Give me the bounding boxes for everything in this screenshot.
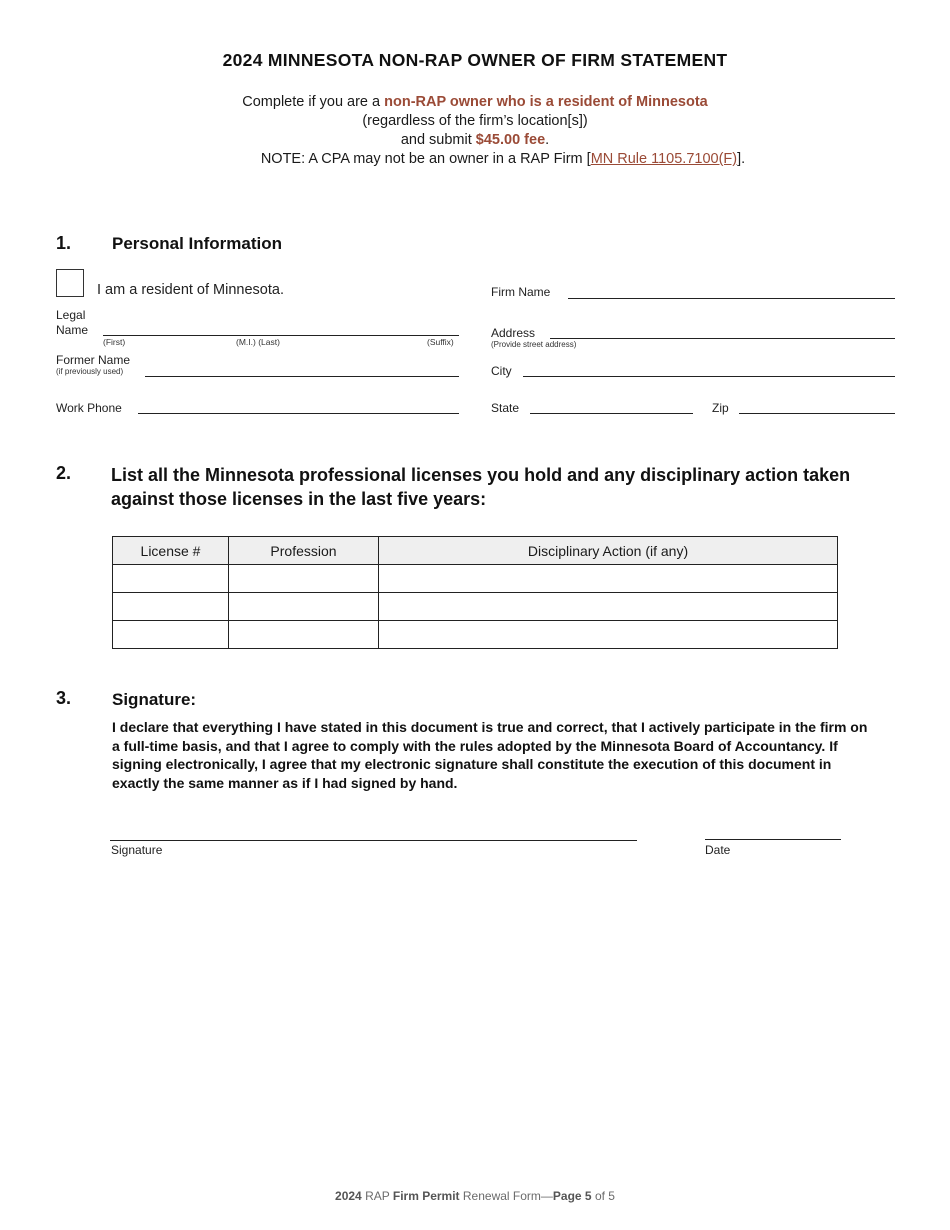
footer-page-total: of 5 <box>591 1189 615 1203</box>
firm-name-label: Firm Name <box>491 285 551 299</box>
zip-label: Zip <box>712 401 729 415</box>
signature-field[interactable] <box>110 840 637 841</box>
fee-suffix: . <box>545 132 550 148</box>
license-table <box>112 536 838 649</box>
fee-text: and submit <box>400 132 476 148</box>
firm-name-field[interactable] <box>568 298 895 299</box>
section-1-title: Personal Information <box>112 234 283 253</box>
address-sub: (Provide street address) <box>491 340 577 349</box>
intro-line-2: (regardless of the firm’s location[s]) <box>362 113 588 129</box>
table-row <box>113 621 838 649</box>
disciplinary-action-cell[interactable] <box>379 621 838 649</box>
intro-note <box>28 151 950 167</box>
city-label: City <box>491 364 512 378</box>
zip-field[interactable] <box>739 413 895 414</box>
footer-renewal: Renewal Form— <box>459 1189 553 1203</box>
date-label: Date <box>705 843 731 857</box>
table-row <box>113 593 838 621</box>
table-header-row <box>113 537 838 565</box>
city-field[interactable] <box>523 376 895 377</box>
col-license-number: License # <box>113 537 229 565</box>
intro-text: Complete if you are a <box>242 94 385 110</box>
sub-first: (First) <box>103 337 126 347</box>
footer-rap: RAP <box>361 1189 393 1203</box>
intro-line-1 <box>0 94 950 110</box>
signature-label: Signature <box>111 843 163 857</box>
section-2-title-line-2: against those licenses in the last five years: <box>111 489 487 509</box>
section-3-title: Signature: <box>112 690 197 709</box>
legal-name-label-1: Legal <box>56 308 86 322</box>
license-number-cell[interactable] <box>113 565 229 593</box>
rule-link[interactable]: MN Rule 1105.7100(F) <box>590 151 738 167</box>
section-2-title-line-1: List all the Minnesota professional licenses you hold and any disciplinary action taken <box>111 465 851 485</box>
sub-mi-last: (M.I.) (Last) <box>236 337 280 347</box>
note-text: NOTE: A CPA may not be an owner in a RAP Firm [ <box>260 151 591 167</box>
profession-cell[interactable] <box>229 565 379 593</box>
former-name-sub: (if previously used) <box>56 367 124 376</box>
resident-checkbox[interactable] <box>56 269 84 297</box>
address-field[interactable] <box>550 338 895 339</box>
address-label: Address <box>491 326 536 340</box>
license-number-cell[interactable] <box>113 621 229 649</box>
work-phone-label: Work Phone <box>56 401 122 415</box>
footer-firm-permit: Firm Permit <box>392 1189 460 1203</box>
resident-label: I am a resident of Minnesota. <box>97 282 284 298</box>
sub-suffix: (Suffix) <box>427 337 454 347</box>
profession-cell[interactable] <box>229 593 379 621</box>
footer-page-word: Page <box>552 1189 585 1203</box>
state-field[interactable] <box>530 413 693 414</box>
col-profession: Profession <box>229 537 379 565</box>
legal-name-label-2: Name <box>56 323 89 337</box>
fee-amount: $45.00 fee <box>475 132 546 148</box>
footer-year: 2024 <box>335 1189 362 1203</box>
disciplinary-action-cell[interactable] <box>379 565 838 593</box>
section-2-number: 2. <box>56 463 72 483</box>
col-disciplinary-action: Disciplinary Action (if any) <box>379 537 838 565</box>
form-title: 2024 MINNESOTA NON-RAP OWNER OF FIRM STATEMENT <box>222 50 728 70</box>
date-field[interactable] <box>705 839 841 840</box>
footer-page-number: 5 <box>584 1189 592 1203</box>
declaration-text: I declare that everything I have stated in this document is true and correct, that I actively participate in the firm on a full-time basis, and that I agree to comply with the rules adopted by the Minnesota Board of Accountancy. If signing electronically, I agree that my electronic signature shall constitute the execution of this document in exactly the same manner as if I had signed by hand. <box>112 719 868 791</box>
work-phone-field[interactable] <box>138 413 459 414</box>
legal-name-field[interactable] <box>103 335 459 336</box>
intro-accent: non-RAP owner who is a resident of Minnesota <box>384 94 708 110</box>
intro-line-3 <box>0 132 950 148</box>
page-footer <box>0 1189 950 1203</box>
former-name-label: Former Name <box>56 353 131 367</box>
section-1-number: 1. <box>56 233 72 253</box>
profession-cell[interactable] <box>229 621 379 649</box>
license-number-cell[interactable] <box>113 593 229 621</box>
state-label: State <box>491 401 520 415</box>
disciplinary-action-cell[interactable] <box>379 593 838 621</box>
table-row <box>113 565 838 593</box>
section-3-number: 3. <box>56 688 72 708</box>
note-suffix: ]. <box>737 151 746 167</box>
former-name-field[interactable] <box>145 376 459 377</box>
